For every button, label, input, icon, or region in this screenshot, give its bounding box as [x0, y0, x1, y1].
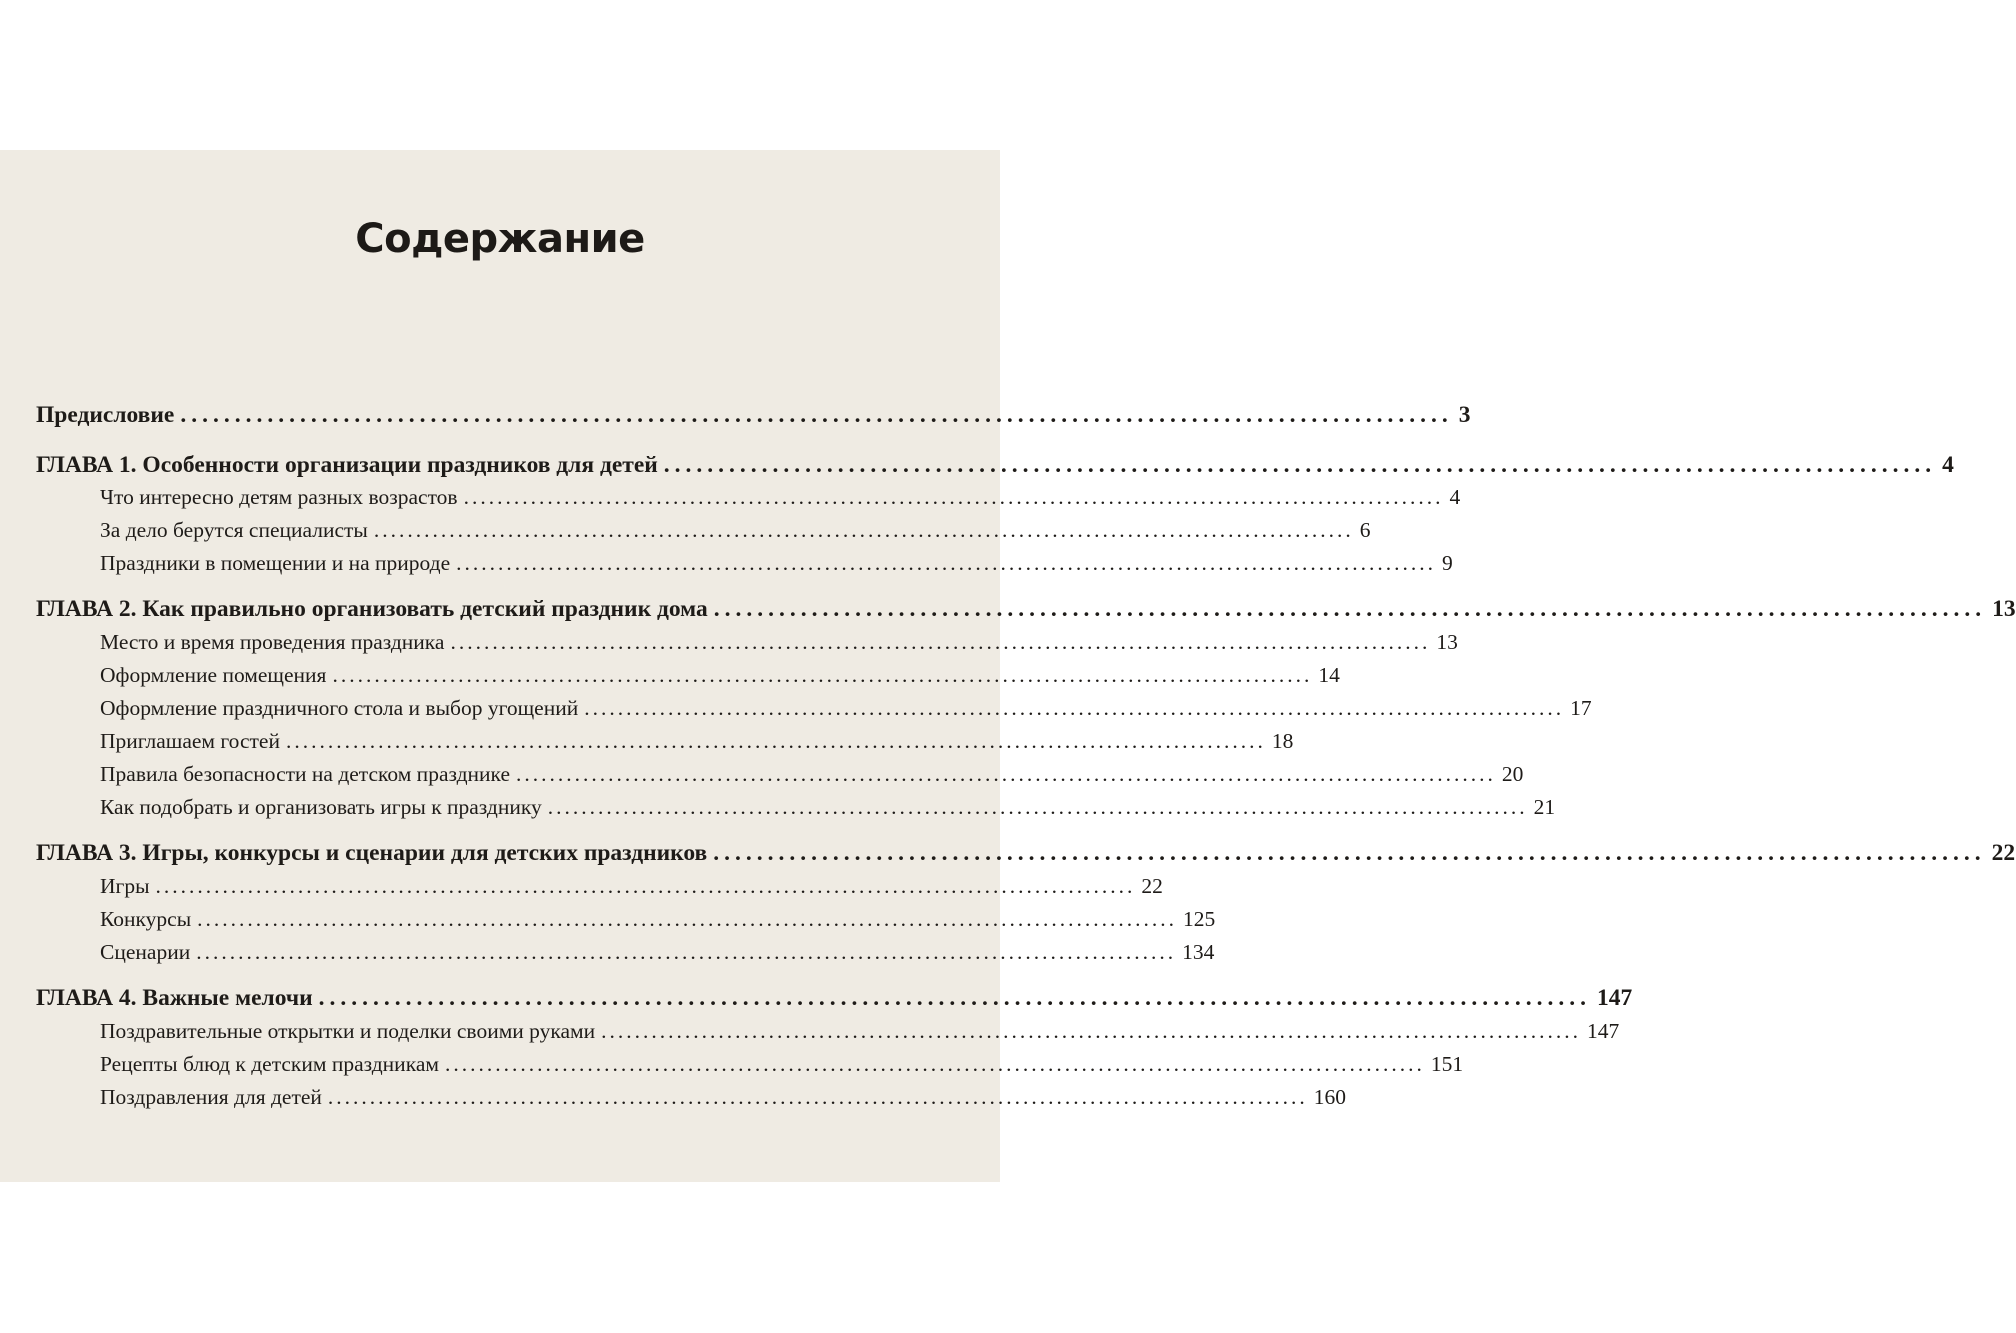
page-title: Содержание: [355, 216, 645, 262]
toc-entry-label: Оформление праздничного стола и выбор угощений: [100, 696, 579, 720]
toc-leader-dots: .....................................................................................................................: [584, 696, 1565, 720]
toc-leader-dots: .....................................................................................................................: [463, 485, 1444, 509]
toc-section: [100, 518, 1371, 543]
toc-leader-dots: .....................................................................................................................: [332, 663, 1313, 687]
toc-entry-label: ГЛАВА 1. Особенности организации праздников для детей: [36, 452, 658, 478]
toc-section: [100, 729, 1294, 754]
toc-entry-label: Сценарии: [100, 940, 191, 964]
toc-section: [100, 630, 1458, 655]
toc-entry-label: ГЛАВА 2. Как правильно организовать детский праздник дома: [36, 596, 708, 622]
toc-leader-dots: .....................................................................................................................: [327, 1085, 1308, 1109]
toc-leader-dots: .....................................................................................................................: [444, 1052, 1425, 1076]
toc-section: [100, 940, 1215, 965]
toc-entry-label: Поздравления для детей: [100, 1085, 322, 1109]
toc-leader-dots: .....................................................................................................................: [713, 840, 1986, 866]
toc-page-number: 6: [1359, 518, 1371, 542]
book-page: [0, 150, 2016, 1182]
toc-page-number: 18: [1271, 729, 1294, 753]
toc-page-number: 22: [1141, 874, 1163, 898]
toc-leader-dots: .....................................................................................................................: [713, 596, 1987, 622]
toc-section: [100, 762, 1524, 787]
toc-entry-label: Предисловие: [36, 402, 175, 428]
toc-page-number: 147: [1597, 985, 1633, 1011]
toc-leader-dots: .....................................................................................................................: [155, 874, 1136, 898]
toc-leader-dots: .....................................................................................................................: [601, 1019, 1582, 1043]
toc-section: [100, 696, 1592, 721]
toc-leader-dots: .....................................................................................................................: [456, 551, 1437, 575]
toc-page-number: 3: [1458, 402, 1471, 428]
toc-leader-dots: .....................................................................................................................: [197, 907, 1178, 931]
toc-leader-dots: .....................................................................................................................: [180, 402, 1453, 428]
toc-leader-dots: .....................................................................................................................: [663, 452, 1937, 478]
toc-section: [100, 551, 1453, 576]
toc-entry-label: Что интересно детям разных возрастов: [100, 485, 458, 509]
toc-section: [100, 795, 1556, 820]
toc-page-number: 22: [1991, 840, 2016, 866]
toc-page-number: 17: [1570, 696, 1592, 720]
toc-page-number: 13: [1992, 596, 2016, 622]
toc-entry-label: Правила безопасности на детском празднике: [100, 762, 510, 786]
toc-page-number: 14: [1318, 663, 1340, 687]
toc-page-number: 20: [1501, 762, 1524, 786]
toc-entry-label: За дело берутся специалисты: [100, 518, 368, 542]
toc-page-number: 160: [1313, 1085, 1347, 1109]
toc-page-number: 9: [1442, 551, 1453, 575]
toc-section: [100, 663, 1340, 688]
toc-section: [100, 485, 1461, 510]
toc-entry-label: Конкурсы: [100, 907, 192, 931]
toc-section: [100, 1085, 1347, 1110]
toc-page-number: 4: [1449, 485, 1461, 509]
toc-page-number: 125: [1183, 907, 1216, 931]
toc-page-number: 151: [1430, 1052, 1464, 1076]
toc-entry-label: ГЛАВА 4. Важные мелочи: [36, 985, 313, 1011]
toc-entry-label: Место и время проведения праздника: [100, 630, 445, 654]
toc-page-number: 21: [1533, 795, 1556, 819]
toc-chapter-4: [36, 985, 1633, 1012]
toc-chapter-2: [36, 596, 2016, 623]
toc-chapter-1: [36, 452, 1954, 479]
toc-entry-preface: [36, 402, 1471, 429]
toc-entry-label: Рецепты блюд к детским праздникам: [100, 1052, 439, 1076]
toc-entry-label: ГЛАВА 3. Игры, конкурсы и сценарии для детских праздников: [36, 840, 708, 866]
toc-section: [100, 907, 1216, 932]
toc-leader-dots: .....................................................................................................................: [196, 940, 1177, 964]
toc-page-number: 147: [1587, 1019, 1620, 1043]
toc-leader-dots: .....................................................................................................................: [285, 729, 1266, 753]
toc-leader-dots: .....................................................................................................................: [516, 762, 1496, 786]
toc-section: [100, 1052, 1464, 1077]
toc-leader-dots: .....................................................................................................................: [373, 518, 1354, 542]
toc-leader-dots: .....................................................................................................................: [450, 630, 1431, 654]
toc-chapter-3: [36, 840, 2016, 867]
toc-leader-dots: .....................................................................................................................: [547, 795, 1528, 819]
toc-entry-label: Приглашаем гостей: [100, 729, 280, 753]
toc-page-number: 13: [1436, 630, 1458, 654]
toc-page-number: 4: [1942, 452, 1954, 478]
toc-page-number: 134: [1182, 940, 1215, 964]
toc-section: [100, 874, 1163, 899]
toc-entry-label: Оформление помещения: [100, 663, 327, 687]
toc-leader-dots: .....................................................................................................................: [318, 985, 1592, 1011]
toc-entry-label: Игры: [100, 874, 150, 898]
toc-section: [100, 1019, 1620, 1044]
toc-entry-label: Поздравительные открытки и поделки своими руками: [100, 1019, 596, 1043]
toc-entry-label: Как подобрать и организовать игры к празднику: [100, 795, 542, 819]
toc-entry-label: Праздники в помещении и на природе: [100, 551, 451, 575]
